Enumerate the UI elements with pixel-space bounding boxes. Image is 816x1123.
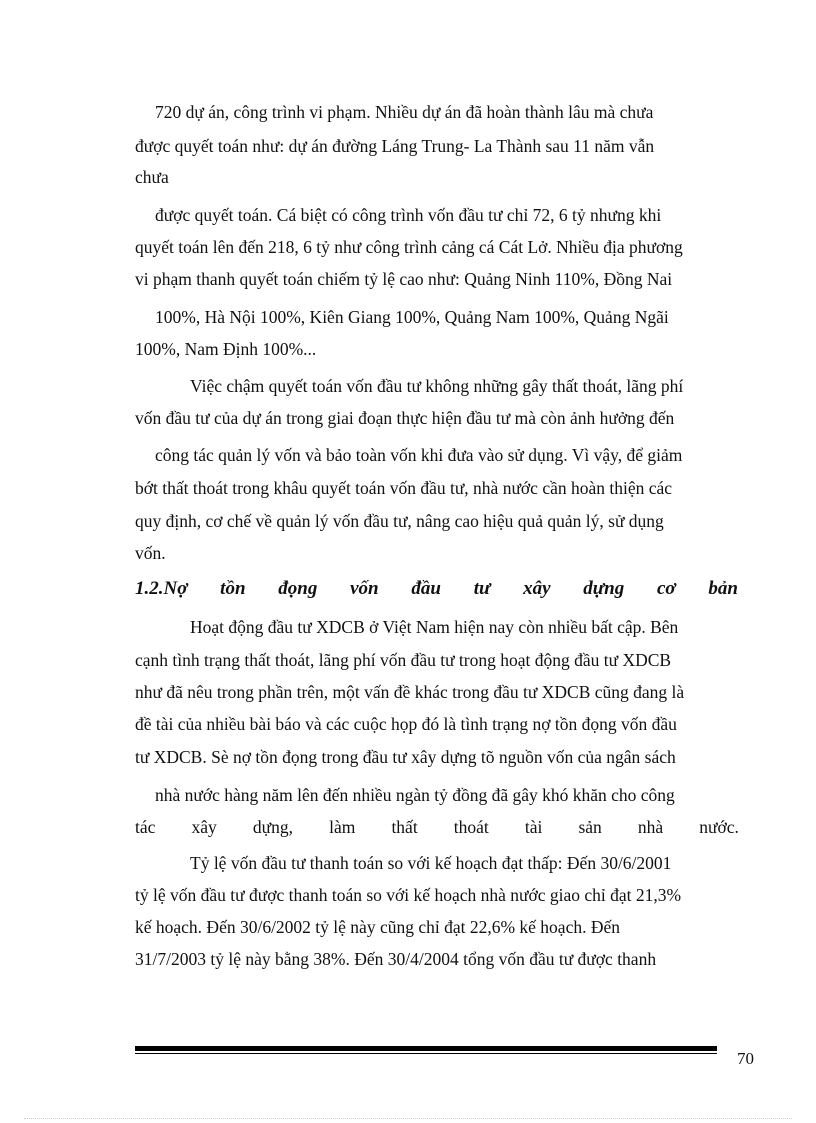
word: nhà xyxy=(637,817,664,837)
text-line: 31/7/2003 tỷ lệ này bằng 38%. Đến 30/4/2004 tổng vốn đầu tư được thanh xyxy=(135,949,657,969)
page-number: 70 xyxy=(737,1049,754,1068)
text-line: quy định, cơ chế về quản lý vốn đầu tư, nâng cao hiệu quả quản lý, sử dụng xyxy=(135,511,664,531)
text-line: quyết toán lên đến 218, 6 tỷ như công trình cảng cá Cát Lở. Nhiều địa phương xyxy=(135,237,683,257)
word: sản xyxy=(578,817,602,837)
section-heading xyxy=(135,578,738,600)
heading-word: đầu xyxy=(411,578,441,599)
heading-word: xây xyxy=(523,578,551,599)
text-line: chưa xyxy=(135,167,169,187)
text-line: được quyết toán. Cá biệt có công trình vốn đầu tư chỉ 72, 6 tỷ nhưng khi xyxy=(155,205,662,225)
text-line: Tỷ lệ vốn đầu tư thanh toán so với kế hoạch đạt thấp: Đến 30/6/2001 xyxy=(190,853,672,873)
text-line: 100%, Nam Định 100%... xyxy=(135,339,317,359)
text-line: vốn đầu tư của dự án trong giai đoạn thực hiện đầu tư mà còn ảnh hưởng đến xyxy=(135,408,675,428)
text-line: vốn. xyxy=(135,543,166,563)
word: thất xyxy=(391,817,418,837)
text-line: bớt thất thoát trong khâu quyết toán vốn đầu tư, nhà nước cần hoàn thiện các xyxy=(135,478,673,498)
heading-word: 1.2.Nợ xyxy=(135,578,188,599)
heading-word: vốn xyxy=(350,578,379,599)
text-line: vi phạm thanh quyết toán chiếm tỷ lệ cao như: Quảng Ninh 110%, Đồng Nai xyxy=(135,269,673,289)
heading-word: dựng xyxy=(583,578,625,599)
heading-word: tư xyxy=(473,578,491,599)
text-line: cạnh tình trạng thất thoát, lãng phí vốn đầu tư trong hoạt động đầu tư XDCB xyxy=(135,650,672,670)
word: làm xyxy=(329,817,356,837)
word: dựng, xyxy=(252,817,293,837)
word: tài xyxy=(524,817,543,837)
text-line: nhà nước hàng năm lên đến nhiều ngàn tỷ đồng đã gây khó khăn cho công xyxy=(155,785,675,805)
text-line: công tác quản lý vốn và bảo toàn vốn khi đưa vào sử dụng. Vì vậy, để giảm xyxy=(155,445,683,465)
heading-word: tồn xyxy=(220,578,246,599)
text-line: được quyết toán như: dự án đường Láng Trung- La Thành sau 11 năm vẫn xyxy=(135,136,655,156)
word: xây xyxy=(191,817,217,837)
text-line: 100%, Hà Nội 100%, Kiên Giang 100%, Quảng Nam 100%, Quảng Ngãi xyxy=(155,307,669,327)
text-line: kế hoạch. Đến 30/6/2002 tỷ lệ này cũng chỉ đạt 22,6% kế hoạch. Đến xyxy=(135,917,621,937)
text-line: tư XDCB. Sè nợ tồn đọng trong đầu tư xây dựng tõ nguồn vốn của ngân sách xyxy=(135,747,676,767)
text-line: như đã nêu trong phần trên, một vấn đề khác trong đầu tư XDCB cũng đang là xyxy=(135,682,685,702)
text-line: tỷ lệ vốn đầu tư được thanh toán so với kế hoạch nhà nước giao chỉ đạt 21,3% xyxy=(135,885,682,905)
text-line: Việc chậm quyết toán vốn đầu tư không những gây thất thoát, lãng phí xyxy=(190,376,684,396)
justified-line xyxy=(135,816,739,838)
word: thoát xyxy=(453,817,489,837)
text-line: Hoạt động đầu tư XDCB ở Việt Nam hiện nay còn nhiều bất cập. Bên xyxy=(190,617,679,637)
word: tác xyxy=(135,817,156,837)
text-line: đề tài của nhiều bài báo và các cuộc họp đó là tình trạng nợ tồn đọng vốn đầu xyxy=(135,714,677,734)
heading-word: bản xyxy=(708,578,738,599)
word: nước. xyxy=(699,817,739,837)
page-bottom-border xyxy=(24,1118,792,1119)
heading-word: đọng xyxy=(278,578,318,599)
footer-rule xyxy=(135,1046,717,1054)
heading-word: cơ xyxy=(657,578,676,599)
text-line: 720 dự án, công trình vi phạm. Nhiều dự án đã hoàn thành lâu mà chưa xyxy=(155,102,654,122)
